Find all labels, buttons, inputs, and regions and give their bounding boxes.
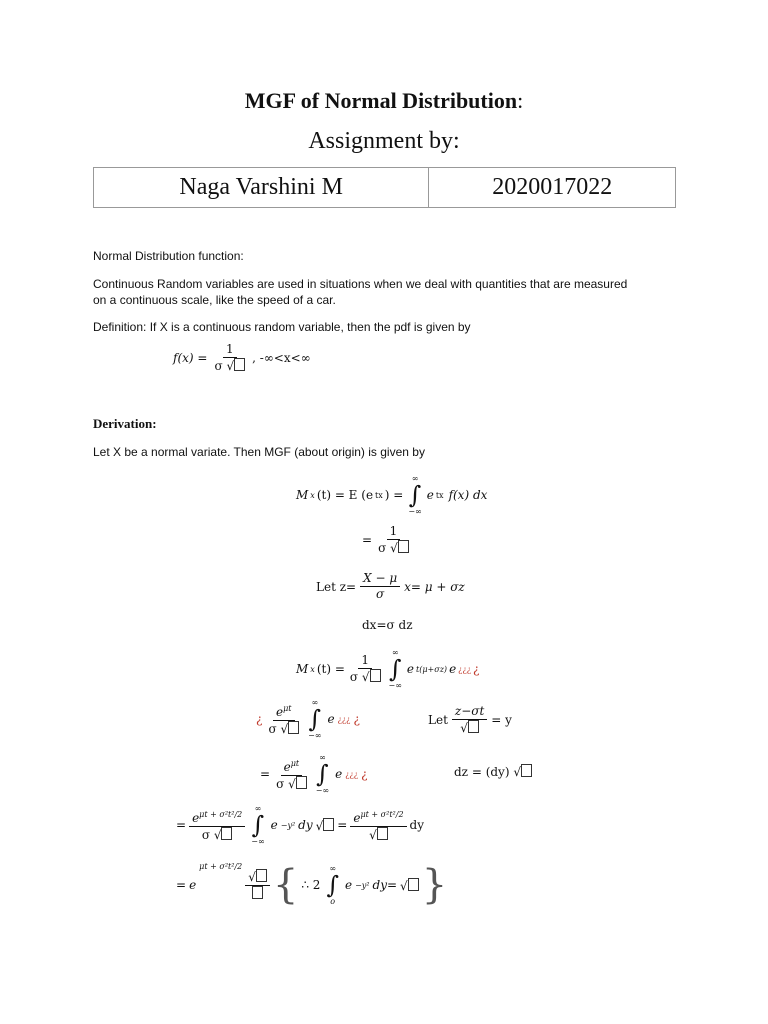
integral-sign: ∞ ∫ −∞: [388, 648, 402, 690]
dy-equals: dy=: [372, 878, 398, 892]
pdf-denominator: [211, 358, 248, 374]
pdf-lhs: f(x) =: [173, 351, 208, 365]
exp-base-2: e: [270, 818, 278, 832]
letz-fraction: [360, 571, 400, 602]
lower-limit: −∞: [408, 507, 422, 516]
pdf-den-text: σ √: [214, 359, 235, 373]
upper-limit: ∞: [391, 648, 399, 657]
lower-limit: −∞: [388, 681, 402, 690]
title-colon: :: [517, 88, 524, 113]
eq7-numerator-2: $e^{\mu t + \sigma^2t^2/2}$: [350, 807, 406, 827]
let-y-label: Let: [428, 713, 448, 727]
broken-exponent: ¿¿¿: [337, 714, 351, 724]
placeholder-box-icon: [377, 827, 388, 840]
eq2-fraction: [375, 524, 412, 556]
exp-power: t(μ+σz): [416, 664, 448, 674]
placeholder-box-icon: [234, 358, 245, 371]
eq8-numerator: √: [245, 869, 270, 886]
equation-8: = e μt + σ²t²/2 √ { ∴ 2 ∞ ∫ o e −y² dy= √ }: [176, 862, 448, 908]
placeholder-box-icon: [221, 827, 232, 840]
let-y-equation: [428, 704, 512, 736]
document-title: [0, 88, 768, 114]
author-name-cell: Naga Varshini M: [94, 168, 429, 208]
left-brace-icon: {: [272, 862, 299, 908]
mgf-exponent: tx: [375, 490, 383, 500]
placeholder-box-icon: [521, 764, 532, 777]
eq6-denominator: [273, 776, 310, 792]
upper-limit: ∞: [329, 864, 337, 873]
integral-sign: ∞ ∫ −∞: [315, 753, 330, 795]
lower-limit: o: [330, 897, 336, 906]
integral-sign: ∞ ∫ −∞: [308, 698, 322, 740]
upper-limit: ∞: [311, 698, 319, 707]
exp-base-2: e: [327, 712, 335, 726]
integral-sign: ∞ ∫ o: [326, 864, 339, 906]
placeholder-box-icon: [370, 669, 381, 682]
eq4-den-text: σ √: [349, 670, 370, 684]
dy-text: dy: [298, 818, 313, 832]
eq6-equals: =: [260, 767, 271, 781]
placeholder-box-icon: [398, 540, 409, 553]
pdf-range: , -∞<x<∞: [252, 351, 311, 365]
eq2-den-text: σ √: [378, 541, 398, 555]
eq4-denominator: [347, 669, 384, 685]
mgf-expectation: (t) = E (e: [316, 488, 374, 502]
pdf-fraction: [211, 342, 248, 374]
eq7-equals: =: [176, 818, 187, 832]
author-row: [94, 168, 676, 208]
substitution-equation: [316, 571, 465, 602]
placeholder-box-icon: [468, 720, 479, 733]
mgf-equals: ) =: [384, 488, 404, 502]
upper-limit: ∞: [319, 753, 326, 762]
exp-base: e: [192, 811, 200, 825]
pdf-equation: [173, 342, 311, 374]
integrand-exponent: tx: [435, 490, 444, 500]
therefore-text: ∴ 2: [301, 878, 321, 892]
eq2-denominator: [375, 540, 412, 556]
broken-glyph: ¿: [361, 767, 368, 781]
eq6-numerator: [281, 756, 303, 776]
paragraph-line-1: Continuous Random variables are used in situations when we deal with quantities that are measured: [93, 277, 628, 291]
dy-text-2: dy: [409, 818, 425, 832]
eq4-m: M: [296, 662, 309, 676]
derivation-intro: Let X be a normal variate. Then MGF (about origin) is given by: [93, 445, 425, 459]
broken-exponent: ¿¿¿: [458, 664, 472, 674]
pdf-numerator: 1: [223, 342, 237, 358]
mgf-equation: [296, 474, 487, 516]
eq6-fraction: [273, 756, 310, 792]
eq4-equals: (t) =: [316, 662, 345, 676]
derivation-heading: Derivation:: [93, 416, 157, 431]
let-y-numerator: z−σt: [452, 704, 487, 720]
placeholder-box-icon: [252, 886, 263, 899]
title-text: MGF of Normal Distribution: [244, 88, 518, 113]
mgf-m: M: [296, 488, 309, 502]
definition-text: Definition: If X is a continuous random variable, then the pdf is given by: [93, 320, 471, 334]
upper-limit: ∞: [411, 474, 419, 483]
broken-glyph: ¿: [473, 662, 480, 676]
dx-equation: dx=σ dz: [362, 618, 413, 632]
eq7-den-text: σ √: [201, 828, 222, 842]
section-heading: Normal Distribution function:: [93, 249, 244, 263]
eq5-denominator: [265, 721, 302, 737]
lower-limit: −∞: [251, 837, 265, 846]
eq7-denominator-2: √: [366, 827, 391, 843]
lower-limit: −∞: [308, 731, 322, 740]
lower-limit: −∞: [315, 786, 330, 795]
dz-text: dz = (dy): [454, 765, 510, 779]
broken-exponent: ¿¿¿: [345, 769, 359, 779]
let-y-denominator: √: [457, 720, 482, 736]
letz-numerator: X − μ: [360, 571, 400, 587]
exp-base: e: [283, 760, 291, 774]
exp-base-3: e: [353, 811, 361, 825]
letz-rhs: x= μ + σz: [404, 579, 465, 594]
equation-7: = $\frac{e^{\mu t + \sigma^2t^2/2}}{\sigma √}$ ∞ ∫ −∞ e −y² dy √ = $\frac{e^{\mu t + \sigma^2t^2/2}}{√}$ dy: [176, 804, 425, 846]
eq5-den-text: σ √: [268, 722, 289, 736]
eq7-fraction-2: [350, 807, 406, 843]
exp-base-2: e: [344, 878, 353, 892]
eq4-fraction: [347, 653, 384, 685]
assignment-subtitle: Assignment by:: [308, 128, 460, 154]
eq8-denominator: [249, 886, 266, 902]
eq8-fraction: [245, 869, 270, 902]
exp-base: e: [189, 878, 197, 892]
upper-limit: ∞: [254, 804, 262, 813]
author-id-cell: 2020017022: [429, 168, 676, 208]
exp-base: e: [406, 662, 415, 676]
broken-glyph: ¿: [353, 712, 360, 726]
integrand: f(x) dx: [448, 488, 488, 502]
right-brace-icon: }: [421, 862, 448, 908]
eq7-denominator: [199, 827, 236, 843]
mu-t: μt: [290, 759, 300, 768]
exp-base: e: [426, 488, 434, 502]
exp-base-2: e: [449, 662, 457, 676]
eq6-den-text: σ √: [276, 777, 296, 791]
broken-glyph: ¿: [256, 712, 263, 726]
integral-sign: ∞ ∫ −∞: [408, 474, 422, 516]
dz-equation: dz = (dy) √: [454, 764, 532, 779]
eq8-equals: =: [176, 878, 187, 892]
paragraph-line-2: on a continuous scale, like the speed of a car.: [93, 293, 336, 307]
mgf-substituted-equation: [296, 648, 479, 690]
placeholder-box-icon: [256, 869, 267, 882]
eq7-equals-2: =: [337, 818, 348, 832]
letz-label: Let z=: [316, 579, 357, 594]
author-table: [93, 167, 676, 208]
eq2-numerator: 1: [387, 524, 401, 540]
placeholder-box-icon: [296, 776, 307, 789]
eq7-fraction: [189, 807, 245, 843]
letz-denominator: σ: [376, 587, 385, 601]
eq5-numerator: [273, 701, 295, 721]
placeholder-box-icon: [408, 878, 419, 891]
eq4-subscript: x: [310, 664, 315, 674]
mgf-subscript: x: [310, 490, 315, 500]
equation-6: [260, 753, 368, 795]
exp-base-2: e: [335, 767, 343, 781]
exp-base: e: [276, 705, 284, 719]
eq5-fraction: [265, 701, 302, 737]
integral-sign: ∞ ∫ −∞: [251, 804, 265, 846]
eq7-numerator: $e^{\mu t + \sigma^2t^2/2}$: [189, 807, 245, 827]
equation-5: [256, 698, 360, 740]
let-y-fraction: [452, 704, 487, 736]
eq4-numerator: 1: [358, 653, 372, 669]
placeholder-box-icon: [323, 818, 334, 831]
let-y-rhs: = y: [491, 713, 512, 727]
equation-2: [362, 524, 412, 556]
eq2-equals: =: [362, 533, 373, 547]
mu-t: μt: [283, 704, 292, 713]
placeholder-box-icon: [288, 721, 299, 734]
